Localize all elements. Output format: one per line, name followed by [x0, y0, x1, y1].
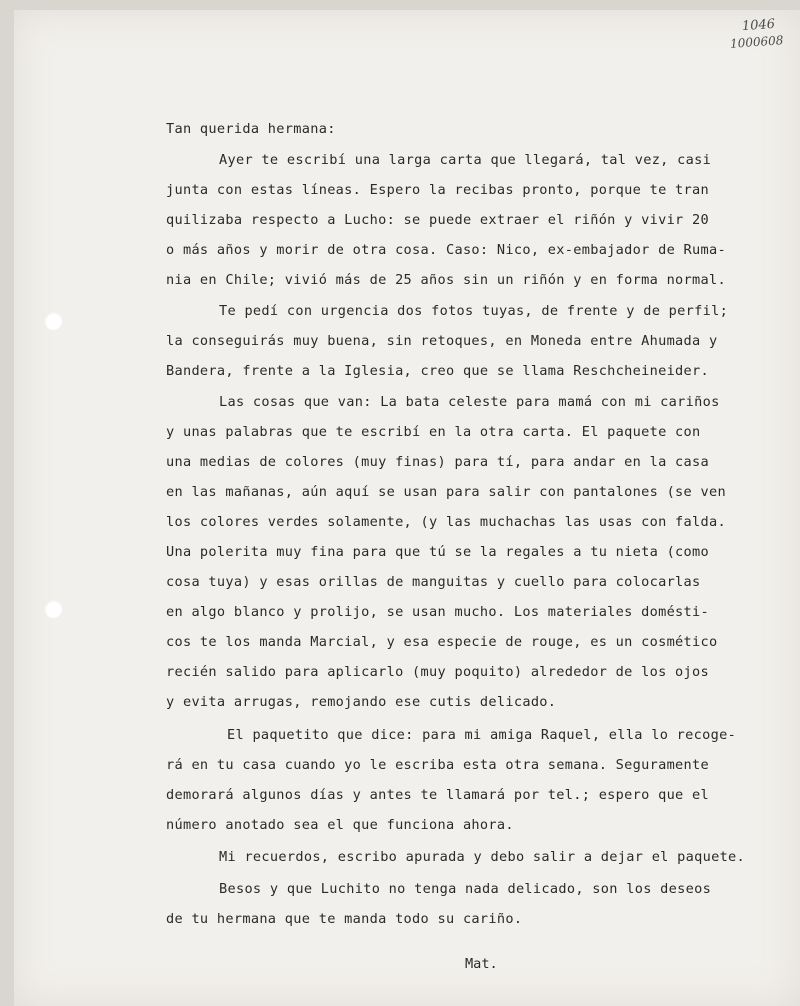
letter-line-23: número anotado sea el que funciona ahora.: [166, 817, 514, 833]
letter-line-21: rá en tu casa cuando yo le escriba esta otra semana. Seguramente: [166, 757, 709, 773]
archive-number-primary: 1046: [741, 16, 776, 35]
letter-line-7: la conseguirás muy buena, sin retoques, en Moneda entre Ahumada y: [166, 333, 718, 349]
letter-line-10: y unas palabras que te escribí en la otra carta. El paquete con: [166, 424, 701, 440]
letter-line-4: o más años y morir de otra cosa. Caso: Nico, ex-embajador de Ruma-: [166, 242, 726, 258]
punch-hole-top: [44, 312, 62, 330]
letter-line-19: y evita arrugas, remojando ese cutis delicado.: [166, 694, 557, 710]
letter-line-18: recién salido para aplicarlo (muy poquito) alrededor de los ojos: [166, 664, 709, 680]
letter-greeting: Tan querida hermana:: [166, 121, 336, 137]
letter-line-25: Besos y que Luchito no tenga nada delicado, son los deseos: [219, 881, 712, 897]
punch-hole-bottom: [44, 600, 62, 618]
letter-line-1: Ayer te escribí una larga carta que llegará, tal vez, casi: [219, 152, 712, 168]
letter-signature: Mat.: [465, 956, 498, 972]
letter-line-9: Las cosas que van: La bata celeste para mamá con mi cariños: [219, 394, 720, 410]
letter-line-2: junta con estas líneas. Espero la recibas pronto, porque te tran: [166, 182, 709, 198]
letter-line-15: cosa tuya) y esas orillas de manguitas y cuello para colocarlas: [166, 574, 701, 590]
letter-line-16: en algo blanco y prolijo, se usan mucho. Los materiales domésti-: [166, 604, 709, 620]
letter-line-22: demorará algunos días y antes te llamará por tel.; espero que el: [166, 787, 709, 803]
letter-line-14: Una polerita muy fina para que tú se la regales a tu nieta (como: [166, 544, 709, 560]
letter-line-11: una medias de colores (muy finas) para tí, para andar en la casa: [166, 454, 709, 470]
letter-line-20: El paquetito que dice: para mi amiga Raquel, ella lo recoge-: [227, 727, 737, 743]
letter-line-3: quilizaba respecto a Lucho: se puede extraer el riñón y vivir 20: [166, 212, 709, 228]
letter-line-6: Te pedí con urgencia dos fotos tuyas, de frente y de perfil;: [219, 303, 729, 319]
letter-line-5: nia en Chile; vivió más de 25 años sin un riñón y en forma normal.: [166, 272, 726, 288]
letter-line-26: de tu hermana que te manda todo su cariño.: [166, 911, 523, 927]
archive-number-secondary: 1000608: [729, 33, 784, 51]
letter-page: [14, 10, 800, 1006]
letter-line-12: en las mañanas, aún aquí se usan para salir con pantalones (se ven: [166, 484, 726, 500]
letter-line-24: Mi recuerdos, escribo apurada y debo salir a dejar el paquete.: [219, 849, 746, 865]
letter-line-13: los colores verdes solamente, (y las muchachas las usas con falda.: [166, 514, 726, 530]
letter-line-17: cos te los manda Marcial, y esa especie de rouge, es un cosmético: [166, 634, 718, 650]
letter-line-8: Bandera, frente a la Iglesia, creo que se llama Reschcheineider.: [166, 363, 709, 379]
